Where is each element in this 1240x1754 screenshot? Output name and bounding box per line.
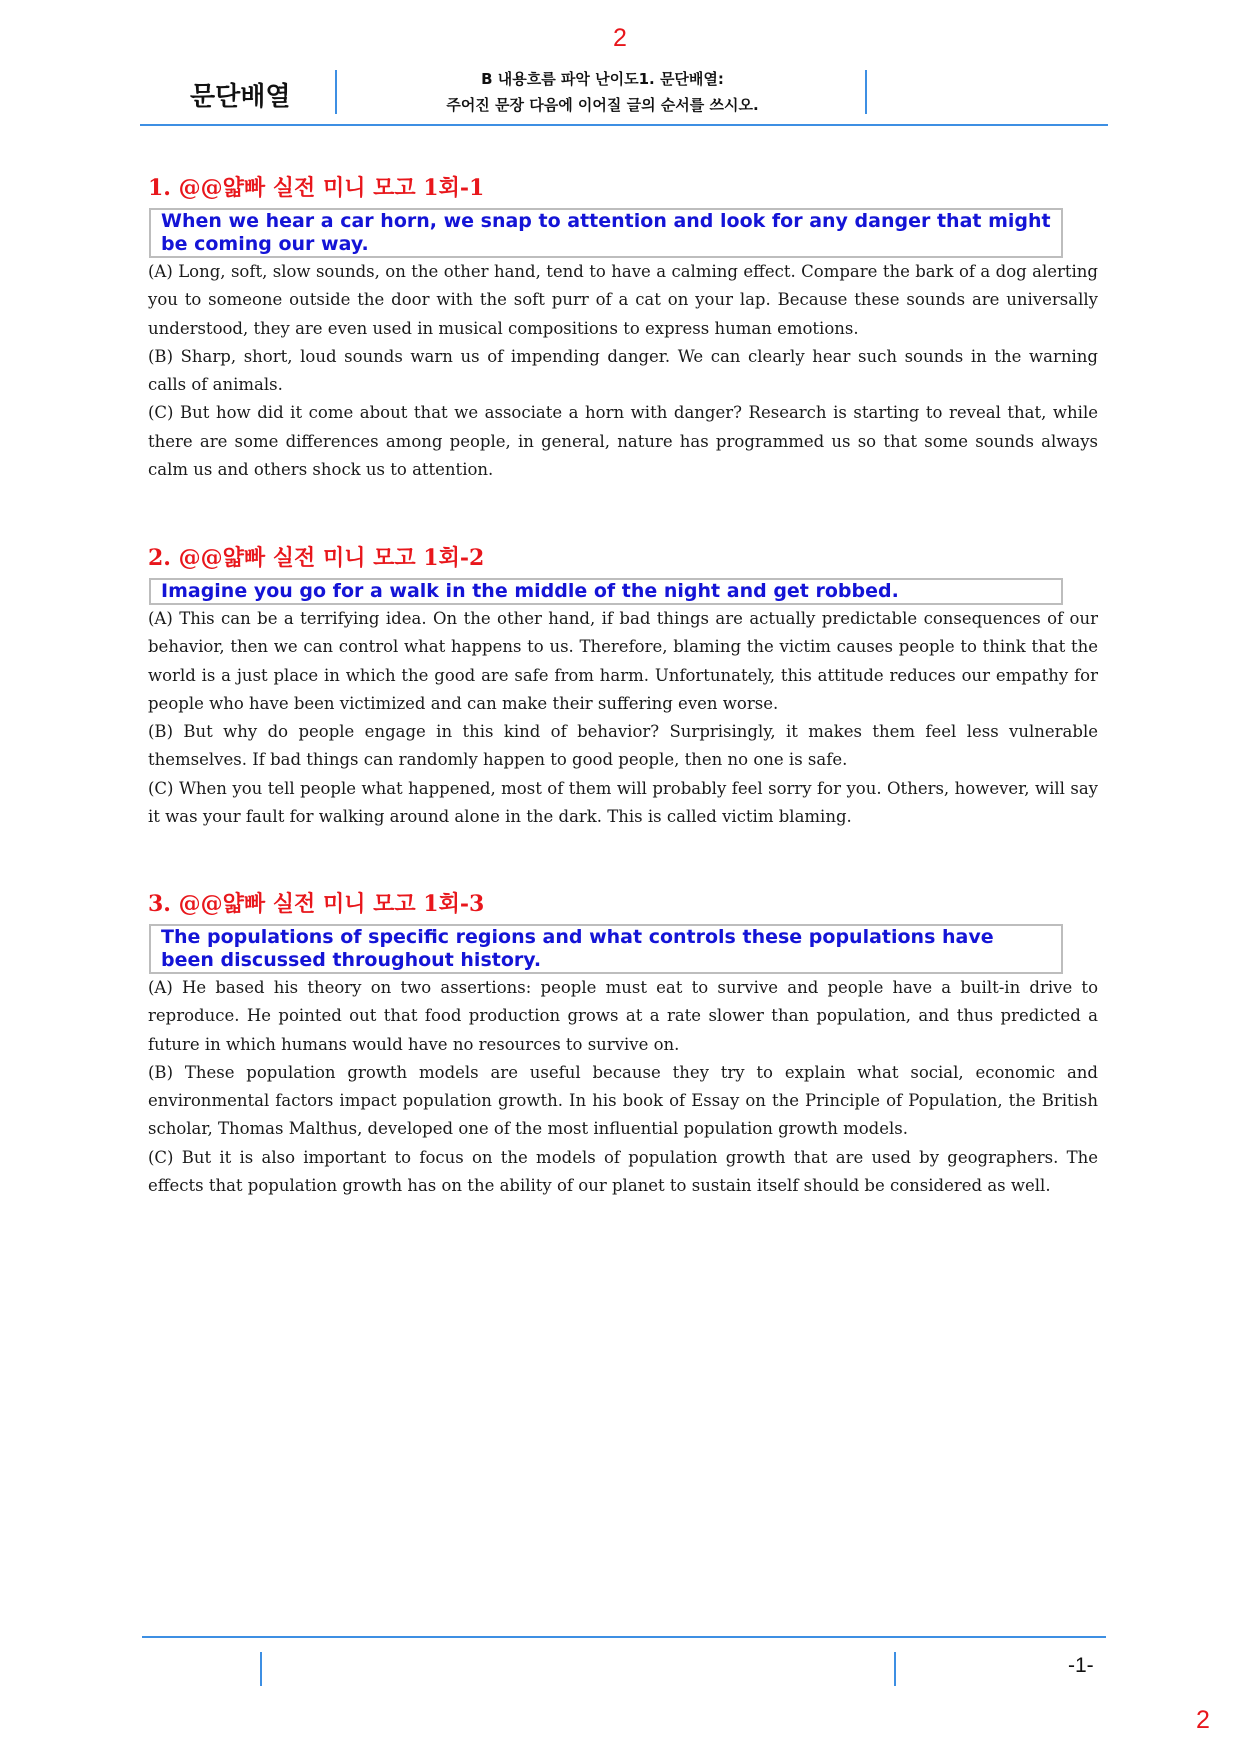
paragraph-b: (B) Sharp, short, loud sounds warn us of impending danger. We can clearly hear such sounds in the warning calls of animals. <box>148 346 1098 395</box>
page-number-top: 2 <box>613 24 627 52</box>
paragraph-c: (C) When you tell people what happened, most of them will probably feel sorry for you. Others, however, will say it was your fault for walking around alone in the dark. This is called victim blaming. <box>148 778 1098 827</box>
given-sentence-box: Imagine you go for a walk in the middle of the night and get robbed. <box>149 578 1063 605</box>
question-section-2 <box>148 538 1098 831</box>
question-heading: 1. @@얇빠 실전 미니 모고 1회-1 <box>148 175 485 201</box>
question-heading: 2. @@얇빠 실전 미니 모고 1회-2 <box>148 545 485 571</box>
header-divider-right <box>865 70 867 114</box>
paragraph-c: (C) But it is also important to focus on the models of population growth that are used by geographers. The effects that population growth has on the ability of our planet to sustain itself should be considered as well. <box>148 1147 1098 1196</box>
question-heading: 3. @@얇빠 실전 미니 모고 1회-3 <box>148 891 485 917</box>
header-title: 문단배열 <box>190 82 291 112</box>
paragraph-b: (B) But why do people engage in this kind of behavior? Surprisingly, it makes them feel less vulnerable themselves. If bad things can randomly happen to good people, then no one is safe. <box>148 722 1098 770</box>
page-header <box>140 62 1108 126</box>
footer-divider-right <box>894 1652 896 1686</box>
given-sentence-box: When we hear a car horn, we snap to attention and look for any danger that might be coming our way. <box>149 208 1063 258</box>
page-number-corner: 2 <box>1196 1706 1210 1734</box>
footer-divider-left <box>260 1652 262 1686</box>
given-sentence-box: The populations of specific regions and what controls these populations have been discussed throughout history. <box>149 924 1063 974</box>
paragraph-b: (B) These population growth models are useful because they try to explain what social, economic and environmental factors impact population growth. In his book of Essay on the Principle of Population, the British scholar, Thomas Malthus, developed one of the most influential population growth models. <box>148 1062 1098 1139</box>
footer-rule <box>142 1636 1106 1638</box>
header-description <box>340 66 865 118</box>
header-divider-left <box>335 70 337 114</box>
paragraph-a: (A) He based his theory on two assertions: people must eat to survive and people have a built-in drive to reproduce. He pointed out that food production grows at a rate slower than population, and thus predicted a future in which humans would have no resources to survive on. <box>148 978 1098 1054</box>
header-desc-line1: B 내용흐름 파악 난이도1. 문단배열: <box>481 70 724 88</box>
paragraph-a: (A) This can be a terrifying idea. On the other hand, if bad things are actually predictable consequences of our behavior, then we can control what happens to us. Therefore, blaming the victim causes people to think that the world is a just place in which the good are safe from harm. Unfortunately, this attitude reduces our empathy for people who have been victimized and can make their suffering even worse. <box>148 609 1098 713</box>
paragraph-c: (C) But how did it come about that we associate a horn with danger? Research is starting to reveal that, while there are some differences among people, in general, nature has programmed us so that some sounds always calm us and others shock us to attention. <box>148 403 1098 480</box>
paragraph-a: (A) Long, soft, slow sounds, on the other hand, tend to have a calming effect. Compare the bark of a dog alerting you to someone outside the door with the soft purr of a cat on your lap. Because these sounds are universally understood, they are even used in musical compositions to express human emotions. <box>148 262 1098 338</box>
question-section-1 <box>148 168 1098 484</box>
header-desc-line2: 주어진 문장 다음에 이어질 글의 순서를 쓰시오. <box>446 96 759 114</box>
question-section-3 <box>148 884 1098 1200</box>
footer-page-number: -1- <box>1068 1654 1094 1677</box>
